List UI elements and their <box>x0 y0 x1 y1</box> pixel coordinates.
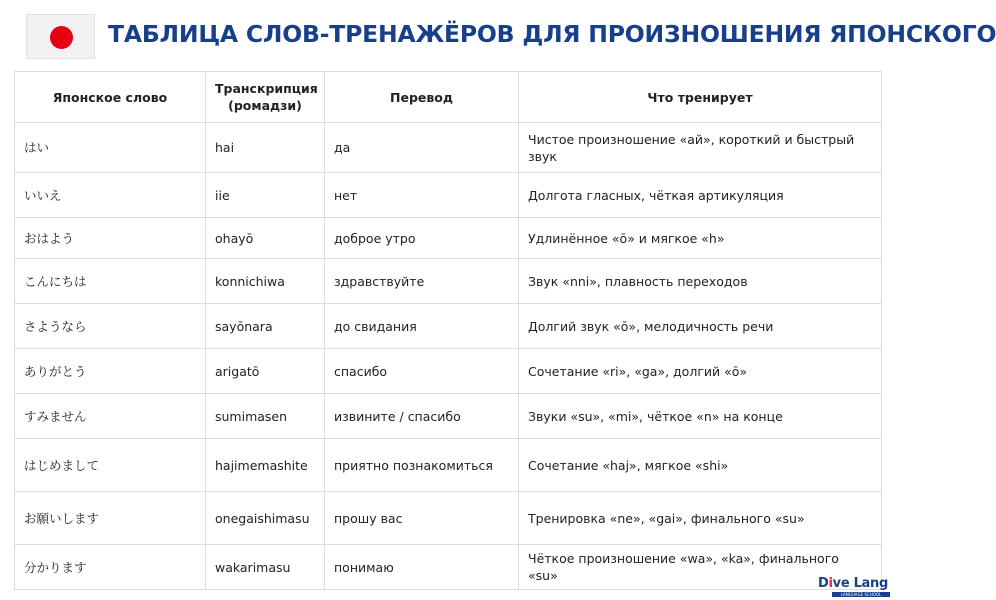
japan-flag-icon <box>26 14 95 59</box>
logo-subtitle: LANGUAGE SCHOOL <box>832 592 890 597</box>
page-header <box>26 12 996 60</box>
cell-romaji: sayōnara <box>206 304 325 349</box>
cell-trains: Сочетание «ri», «ga», долгий «ō» <box>519 349 882 394</box>
table-row <box>15 545 882 590</box>
cell-japanese: 分かります <box>15 545 206 590</box>
cell-japanese: いいえ <box>15 173 206 218</box>
cell-romaji: hajimemashite <box>206 439 325 492</box>
cell-translation: спасибо <box>325 349 519 394</box>
cell-romaji: konnichiwa <box>206 259 325 304</box>
logo-word-suffix: ve Lang <box>832 576 888 591</box>
table-row <box>15 259 882 304</box>
column-header-translation: Перевод <box>325 72 519 123</box>
cell-translation: понимаю <box>325 545 519 590</box>
cell-trains: Тренировка «ne», «gai», финального «su» <box>519 492 882 545</box>
dive-lang-logo <box>818 577 892 597</box>
cell-romaji: sumimasen <box>206 394 325 439</box>
cell-translation: приятно познакомиться <box>325 439 519 492</box>
table-row <box>15 218 882 259</box>
table-row <box>15 304 882 349</box>
cell-japanese: ありがとう <box>15 349 206 394</box>
cell-trains: Сочетание «haj», мягкое «shi» <box>519 439 882 492</box>
cell-japanese: お願いします <box>15 492 206 545</box>
cell-trains: Чёткое произношение «wa», «ka», финального «su» <box>519 545 882 590</box>
logo-wordmark <box>818 576 888 591</box>
cell-romaji: hai <box>206 123 325 173</box>
cell-romaji: ohayō <box>206 218 325 259</box>
cell-japanese: はい <box>15 123 206 173</box>
cell-trains: Звуки «su», «mi», чёткое «n» на конце <box>519 394 882 439</box>
cell-trains: Долгий звук «ō», мелодичность речи <box>519 304 882 349</box>
logo-word-accent: i <box>828 576 833 591</box>
cell-translation: здравствуйте <box>325 259 519 304</box>
column-header-what-trains: Что тренирует <box>519 72 882 123</box>
cell-trains: Чистое произношение «ай», короткий и быстрый звук <box>519 123 882 173</box>
table-header-row <box>15 72 882 123</box>
cell-japanese: はじめまして <box>15 439 206 492</box>
cell-japanese: すみません <box>15 394 206 439</box>
cell-romaji: wakarimasu <box>206 545 325 590</box>
cell-trains: Звук «nni», плавность переходов <box>519 259 882 304</box>
cell-translation: доброе утро <box>325 218 519 259</box>
table-row <box>15 123 882 173</box>
table-row <box>15 349 882 394</box>
column-header-japanese-word: Японское слово <box>15 72 206 123</box>
table-row <box>15 492 882 545</box>
table-row <box>15 394 882 439</box>
cell-trains: Долгота гласных, чёткая артикуляция <box>519 173 882 218</box>
cell-romaji: iie <box>206 173 325 218</box>
cell-translation: нет <box>325 173 519 218</box>
cell-translation: до свидания <box>325 304 519 349</box>
flag-red-disc <box>50 26 73 49</box>
cell-translation: прошу вас <box>325 492 519 545</box>
logo-word-prefix: D <box>818 576 829 591</box>
cell-japanese: おはよう <box>15 218 206 259</box>
cell-trains: Удлинённое «ō» и мягкое «h» <box>519 218 882 259</box>
cell-japanese: さようなら <box>15 304 206 349</box>
cell-japanese: こんにちは <box>15 259 206 304</box>
table-row <box>15 439 882 492</box>
table-row <box>15 173 882 218</box>
cell-romaji: onegaishimasu <box>206 492 325 545</box>
cell-translation: извините / спасибо <box>325 394 519 439</box>
cell-romaji: arigatō <box>206 349 325 394</box>
pronunciation-table <box>14 71 882 590</box>
column-header-transcription: Транскрипция (ромадзи) <box>206 72 325 123</box>
cell-translation: да <box>325 123 519 173</box>
page-title: ТАБЛИЦА СЛОВ-ТРЕНАЖЁРОВ ДЛЯ ПРОИЗНОШЕНИЯ ЯПОНСКОГО <box>108 20 996 48</box>
